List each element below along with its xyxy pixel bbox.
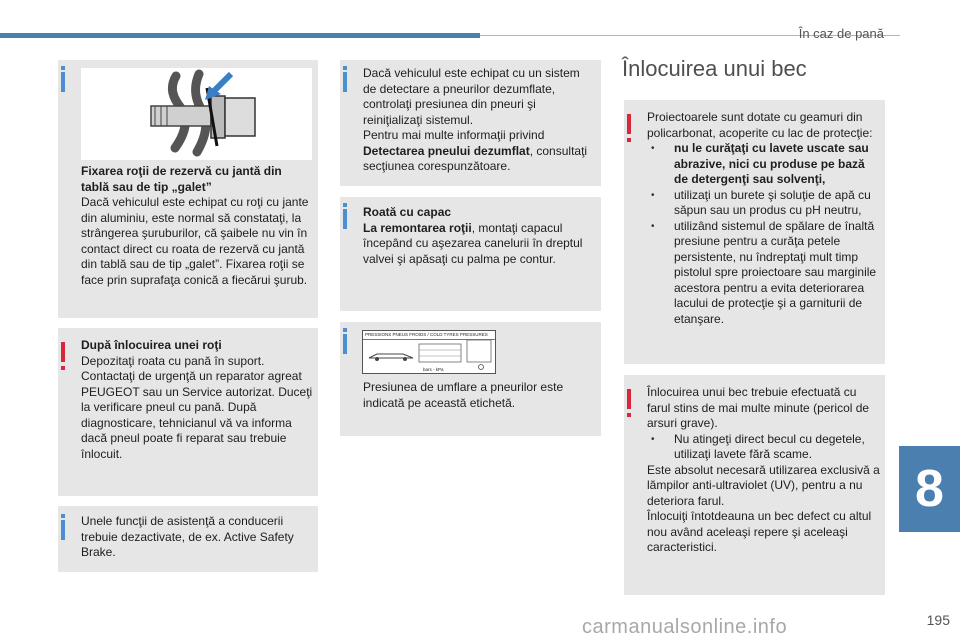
bulb-replacement-text <box>647 385 882 556</box>
deflation-line2-post: , consultaţi secţiunea corespunzătoare. <box>363 143 588 173</box>
info-icon <box>61 520 65 540</box>
chapter-tab: 8 <box>899 446 960 532</box>
list-item <box>647 219 882 328</box>
after-replacement-body: Depozitaţi roata cu pană în suport. Contactaţi de urgenţă un reparator agreat PEUGEOT sau un Service autorizat. Duceţi la verificare pneul cu pană. După diagnosticare, tehnicianul vă va informa dacă pneul poate fi reparat sau trebuie înlocuit. <box>81 353 313 461</box>
wheel-fixing-text <box>81 164 313 288</box>
warning-icon <box>61 342 65 362</box>
section-title: În caz de pană <box>798 26 884 41</box>
wheel-bolt-illustration <box>81 68 312 160</box>
tyre-label-text: Presiunea de umflare a pneurilor este indicată pe această etichetă. <box>363 380 564 410</box>
list-item <box>647 188 882 219</box>
info-icon <box>343 209 347 229</box>
wheel-cap-box <box>340 197 601 311</box>
page-title: Înlocuirea unui bec <box>622 56 807 81</box>
tyre-pressure-label <box>362 330 496 374</box>
wheel-cap-heading: Roată cu capac <box>363 205 452 219</box>
wheel-fixing-box <box>58 60 318 318</box>
deflation-line1: Dacă vehiculul este echipat cu un sistem de detectare a pneurilor dezumflate, controlaţi presiunea din pneuri şi reiniţializaţi sistemul. <box>363 66 580 127</box>
wheel-cap-bold-lead: La remontarea roţii <box>363 220 472 235</box>
bulb-intro: Înlocuirea unui bec trebuie efectuată cu farul stins de mai multe minute (pericol de arsuri grave). <box>647 385 870 430</box>
warning-icon <box>627 114 631 134</box>
wheel-cap-body: , montaţi capacul începând cu aşezarea canelurii în dreptul valvei şi apăsaţi cu palma pe contur. <box>363 220 583 266</box>
list-item-text: nu le curăţaţi cu lavete uscate sau abrazive, nici cu produse pe bază de detergenţi sau solvenţi, <box>674 141 869 186</box>
bulb-list <box>647 432 882 463</box>
polycarbonate-box <box>624 100 885 364</box>
bolt-icon <box>81 68 312 160</box>
list-item-text: utilizaţi un burete şi soluţie de apă cu săpun sau un produs cu pH neutru, <box>674 187 871 217</box>
tyre-label-units: bars - kPa <box>423 367 444 372</box>
warning-icon <box>627 389 631 409</box>
wheel-fixing-heading: Fixarea roţii de rezervă cu jantă din tablă sau de tip „galet” <box>81 164 282 194</box>
polycarbonate-text <box>647 110 882 327</box>
list-item <box>647 141 882 188</box>
page-number: 195 <box>926 612 950 628</box>
tyre-label-header: PRESSIONS PNEUS FROIDS / COLD TYRES PRESSURES <box>363 331 495 340</box>
bulb-replacement-box <box>624 375 885 595</box>
wheel-cap-text <box>363 205 595 267</box>
bulb-uv-note: Este absolut necesară utilizarea exclusivă a lămpilor anti-ultraviolet (UV), pentru a nu deteriora farul. <box>647 462 880 508</box>
deflation-detection-text <box>363 66 595 175</box>
driving-assist-text: Unele funcţii de asistenţă a conducerii trebuie dezactivate, de ex. Active Safety Brake. <box>81 514 294 559</box>
header-bar <box>0 33 480 38</box>
list-item <box>647 432 882 463</box>
info-icon <box>343 72 347 92</box>
deflation-detection-box <box>340 60 601 186</box>
deflation-line2-pre: Pentru mai multe informaţii privind <box>363 128 545 142</box>
list-item-text: utilizând sistemul de spălare de înaltă presiune pentru a curăţa petele persistente, nu îndreptaţi mult timp pistolul spre proiectoare sau marginile acestora pentru a evita deteriorarea lacului de protecţie şi a garniturii de etanşare. <box>674 218 877 326</box>
driving-assist-box <box>58 506 318 572</box>
bulb-replace-note: Înlocuiţi întotdeauna un bec defect cu altul nou având aceleaşi repere şi aceleaşi caracteristici. <box>647 509 872 554</box>
polycarbonate-intro: Proiectoarele sunt dotate cu geamuri din policarbonat, acoperite cu lac de protecţie: <box>647 110 873 140</box>
watermark: carmanualsonline.info <box>582 616 788 638</box>
cleaning-list <box>647 141 882 327</box>
deflation-line2-bold: Detectarea pneului dezumflat <box>363 143 530 158</box>
after-replacement-box <box>58 328 318 496</box>
after-replacement-heading: După înlocuirea unei roţi <box>81 338 222 352</box>
list-item-text: Nu atingeţi direct becul cu degetele, utilizaţi lavete fără scame. <box>674 431 865 461</box>
info-icon <box>61 72 65 92</box>
after-replacement-text <box>81 338 313 462</box>
wheel-fixing-body: Dacă vehiculul este echipat cu roţi cu jante din aluminiu, este normal să constataţi, la strângerea şuruburilor, că şaibele nu vin în contact direct cu roata de rezervă cu jantă din tablă sau de tip „galet”. Fixarea roţii se face prin suprafaţa conică a fiecărui şurub. <box>81 195 309 287</box>
tyre-label-box <box>340 322 601 436</box>
info-icon <box>343 334 347 354</box>
